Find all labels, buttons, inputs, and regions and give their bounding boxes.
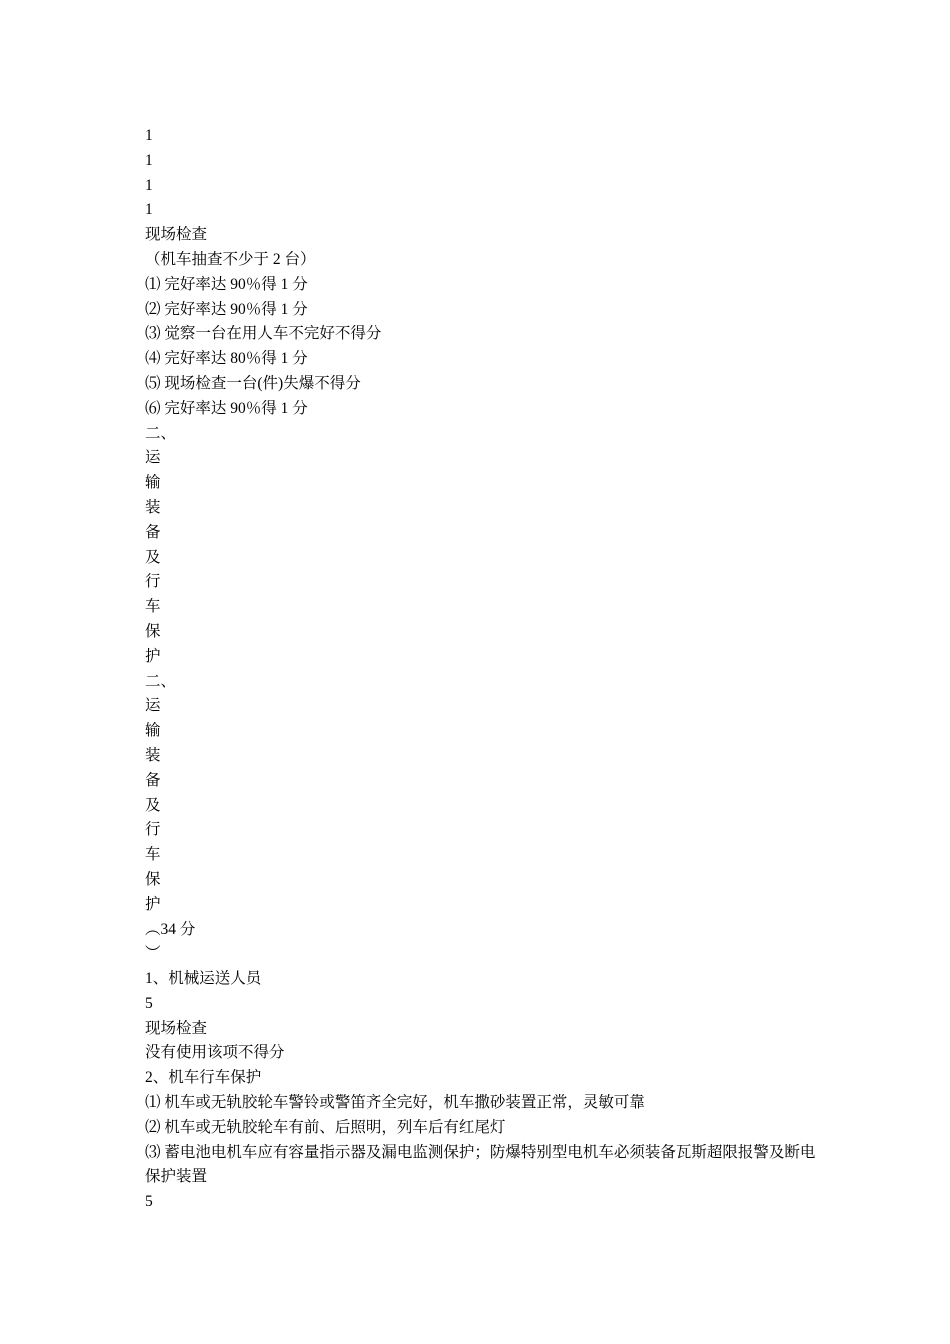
text-line: 备 (145, 771, 161, 789)
text-line: ⑴ 机车或无轨胶轮车警铃或警笛齐全完好，机车撒砂装置正常，灵敏可靠 (145, 1094, 645, 1112)
text-line: 保 (145, 622, 161, 640)
text-line: 1 (145, 151, 153, 169)
text-line: 车 (145, 846, 161, 864)
text-line: 5 (145, 1193, 153, 1211)
text-line: ⑶ 觉察一台在用人车不完好不得分 (145, 325, 382, 343)
document-body (145, 124, 825, 1215)
text-line: 5 (145, 994, 153, 1012)
text-line: 2、机车行车保护 (145, 1069, 262, 1087)
text-line: ⑵ 机车或无轨胶轮车有前、后照明，列车后有红尾灯 (145, 1118, 506, 1136)
text-line: 护 (145, 895, 161, 913)
text-line: （机车抽查不少于 2 台） (145, 250, 316, 268)
text-line: 现场检查 (145, 1019, 208, 1037)
text-line: ︶ (145, 945, 161, 963)
text-line: 装 (145, 498, 161, 516)
text-line: 及 (145, 796, 161, 814)
text-line: 输 (145, 722, 161, 740)
text-line: 输 (145, 474, 161, 492)
text-line: 备 (145, 523, 161, 541)
text-line: ︵34 分 (145, 920, 196, 938)
text-line: 装 (145, 746, 161, 764)
text-line: 1 (145, 176, 153, 194)
text-line: ⑶ 蓄电池电机车应有容量指示器及漏电监测保护；防爆特别型电机车必须装备瓦斯超限报警及断电保护装置 (145, 1143, 816, 1186)
text-line: 护 (145, 647, 161, 665)
text-line: 1 (145, 201, 153, 219)
text-line: ⑹ 完好率达 90％得 1 分 (145, 399, 308, 417)
text-line: 二、 (145, 424, 177, 442)
text-line: 及 (145, 548, 161, 566)
text-line: 二、 (145, 672, 177, 690)
text-line: ⑷ 完好率达 80％得 1 分 (145, 350, 308, 368)
text-line: 行 (145, 573, 161, 591)
text-line: 运 (145, 449, 161, 467)
text-line: ⑸ 现场检查一台(件)失爆不得分 (145, 374, 361, 392)
text-line: 行 (145, 821, 161, 839)
text-line: 现场检查 (145, 226, 208, 244)
text-line: 1 (145, 127, 153, 144)
text-line: 运 (145, 697, 161, 715)
text-line: 车 (145, 598, 161, 616)
text-line: ⑵ 完好率达 90％得 1 分 (145, 300, 308, 318)
text-line: 保 (145, 870, 161, 888)
text-line: 1、机械运送人员 (145, 970, 262, 988)
text-line: ⑴ 完好率达 90％得 1 分 (145, 275, 308, 293)
text-line: 没有使用该项不得分 (145, 1044, 285, 1062)
